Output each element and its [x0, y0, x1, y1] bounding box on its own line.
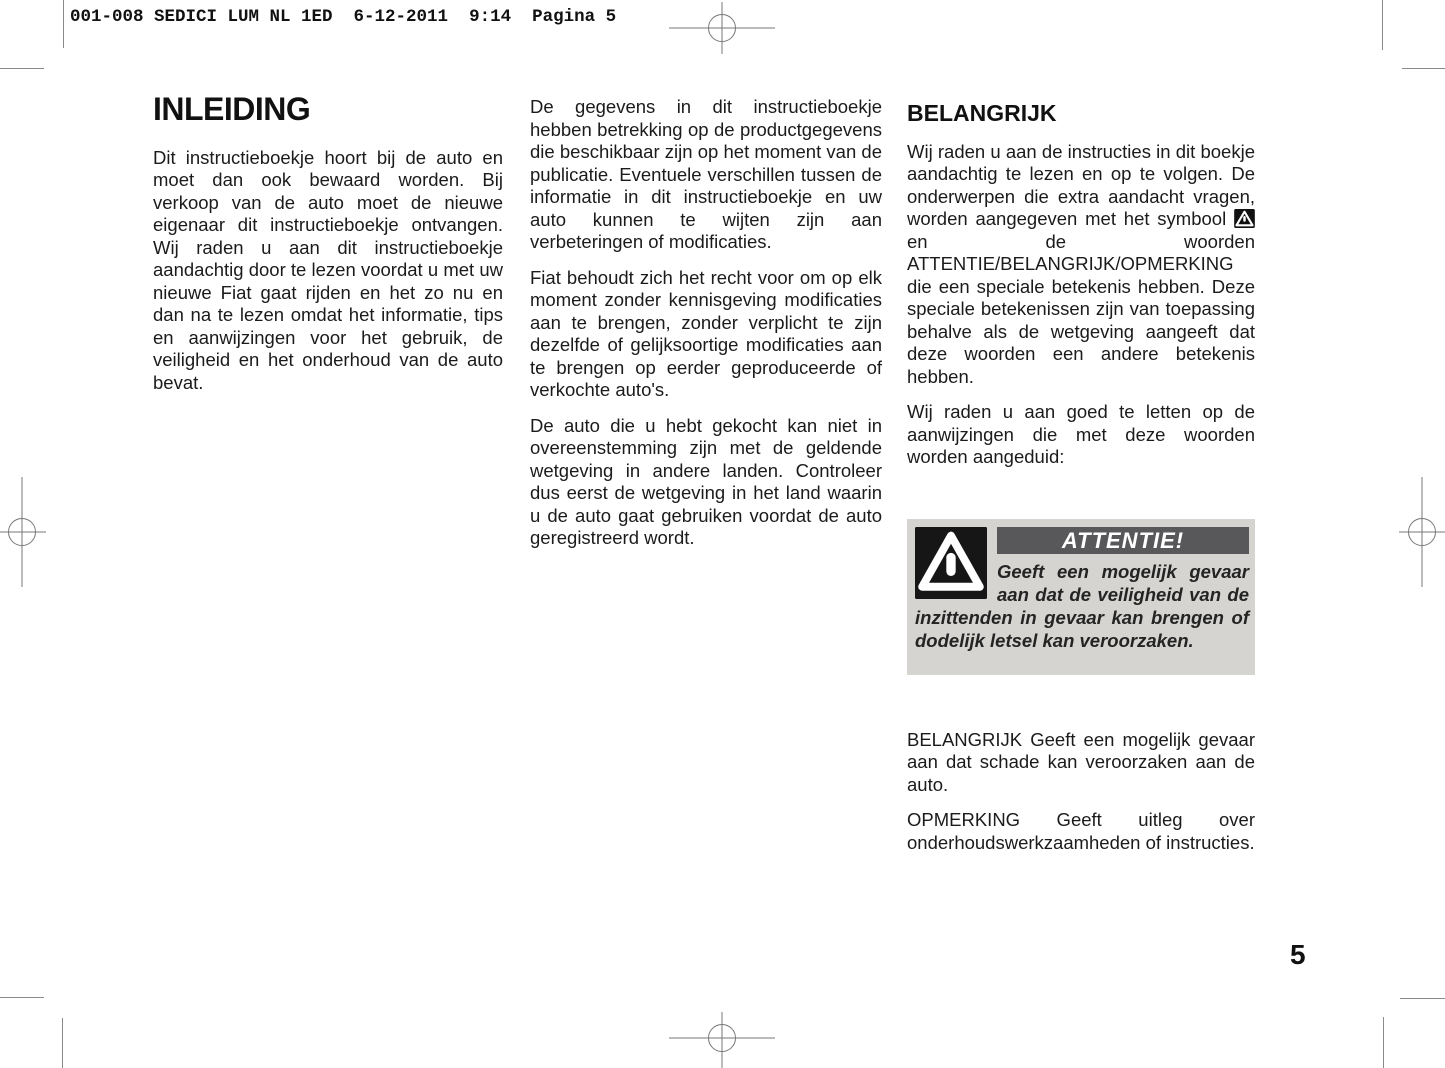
print-proof-header: 001-008 SEDICI LUM NL 1ED 6-12-2011 9:14 Pagina 5 [70, 7, 617, 27]
crop-mark [1400, 998, 1445, 999]
crop-mark [1402, 68, 1445, 69]
crop-mark [62, 1018, 63, 1068]
column-middle [530, 96, 882, 563]
crop-mark [0, 68, 44, 69]
registration-crosshair-icon [0, 477, 46, 587]
warning-text: Geeft een mogelijk gevaar aan dat de veiligheid van de inzittenden in gevaar kan brengen of dodelijk letsel kan veroorzaken. [915, 560, 1249, 651]
warning-title-bar: ATTENTIE! [997, 527, 1249, 554]
paragraph [907, 141, 1255, 389]
paragraph-text: en de woorden ATTENTIE/BELANGRIJK/OPMERKING die een speciale betekenis hebben. Deze speciale betekenissen zijn van toepassing behalve als de wetgeving aangeeft dat deze woorden een andere betekenis hebben. [907, 230, 1255, 387]
paragraph: Wij raden u aan goed te letten op de aanwijzingen die met deze woorden worden aangeduid: [907, 401, 1255, 467]
crop-mark [63, 0, 64, 48]
paragraph: De auto die u hebt gekocht kan niet in overeenstemming zijn met de geldende wetgeving in andere landen. Controleer dus eerst de wetgeving in het land waarin u de auto gaat gebruiken voordat de auto geregistreerd wordt. [530, 414, 882, 548]
crop-mark [1383, 1017, 1384, 1068]
column-introduction [153, 91, 503, 407]
section-heading: BELANGRIJK [907, 100, 1057, 126]
paragraph: Fiat behoudt zich het recht voor om op elk moment zonder kennisgeving modificaties aan te brengen, zonder verplicht te zijn dezelfde of gelijksoortige modificaties aan te brengen op eerder geproduceerde of verkochte auto's. [530, 266, 882, 400]
paragraph: Dit instructieboekje hoort bij de auto en moet dan ook bewaard worden. Bij verkoop van de auto moet de nieuwe eigenaar dit instructieboekje ontvangen. Wij raden u aan dit instructieboekje aandachtig door te lezen voordat u met uw nieuwe Fiat gaat rijden en het zo nu en dan na te lezen omdat het informatie, tips en aanwijzingen voor het gebruik, de veiligheid en het onderhoud van de auto bevat. [153, 146, 503, 393]
warning-triangle-icon [1234, 209, 1255, 228]
attention-warning-box [907, 519, 1255, 675]
crop-mark [0, 997, 44, 998]
registration-crosshair-icon [669, 1012, 775, 1068]
registration-crosshair-icon [1399, 477, 1445, 587]
crop-mark [1382, 0, 1383, 50]
paragraph: BELANGRIJK Geeft een mogelijk gevaar aan dat schade kan veroorzaken aan de auto. [907, 728, 1255, 795]
page-title: INLEIDING [153, 91, 311, 127]
paragraph: De gegevens in dit instructieboekje hebben betrekking op de productgegevens die beschikbaar zijn op het moment van de publicatie. Eventuele verschillen tussen de informatie in dit instructieboekje en uw auto kunnen te wijten zijn aan verbeteringen of modificaties. [530, 96, 882, 252]
page-number: 5 [1290, 939, 1306, 970]
warning-triangle-icon [915, 527, 987, 599]
paragraph-text: Wij raden u aan de instructies in dit boekje aandachtig te lezen en op te volgen. De onderwerpen die extra aandacht vragen, worden aangegeven met het symbool [907, 140, 1255, 229]
paragraph: OPMERKING Geeft uitleg over onderhoudswerkzaamheden of instructies. [907, 809, 1255, 853]
registration-crosshair-icon [669, 2, 775, 54]
column-important [907, 102, 1255, 867]
